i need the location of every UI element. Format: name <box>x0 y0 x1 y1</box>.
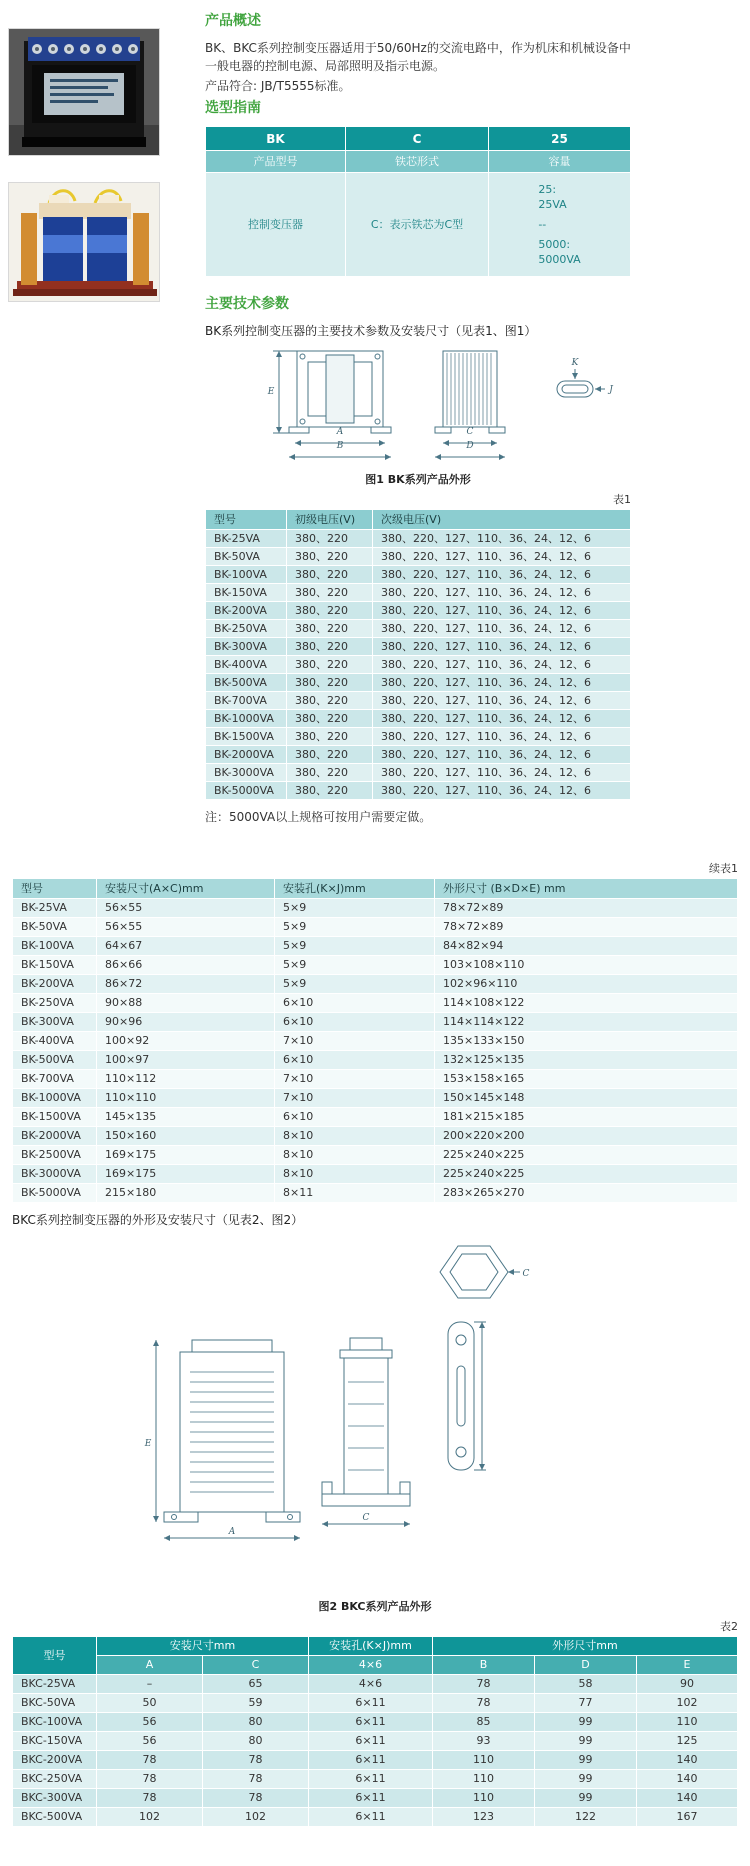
table-cell: 5×9 <box>275 975 435 994</box>
table-row <box>206 530 631 548</box>
mounting-bracket-drawing <box>448 1322 486 1470</box>
table-cell: BK-500VA <box>206 674 287 692</box>
table-cell: BKC-150VA <box>13 1732 97 1751</box>
table-cell: 90×96 <box>97 1013 275 1032</box>
table-cell: 84×82×94 <box>435 937 738 956</box>
table-cell: 102 <box>203 1808 309 1827</box>
table-cell: 169×175 <box>97 1165 275 1184</box>
table-cell: 380、220 <box>287 620 373 638</box>
table-row <box>206 584 631 602</box>
table-cell: 78 <box>203 1751 309 1770</box>
table-cell: 215×180 <box>97 1184 275 1203</box>
table-cell: 123 <box>433 1808 535 1827</box>
table-cell: BK-250VA <box>13 994 97 1013</box>
table-cell: 380、220、127、110、36、24、12、6 <box>373 674 631 692</box>
dim-label-c: C <box>466 427 474 437</box>
table-row <box>13 1165 738 1184</box>
table-cell: 140 <box>637 1789 738 1808</box>
table-cell: BK-50VA <box>13 918 97 937</box>
table-1-cont-label: 续表1 <box>709 862 738 875</box>
table-cell: 380、220 <box>287 566 373 584</box>
selection-value-capacity <box>489 173 631 277</box>
table-cell: 380、220、127、110、36、24、12、6 <box>373 620 631 638</box>
table-cell: 7×10 <box>275 1089 435 1108</box>
table-row <box>206 566 631 584</box>
table-cell: 100×92 <box>97 1032 275 1051</box>
table-header <box>13 1637 738 1675</box>
subcol-b: B <box>433 1656 535 1675</box>
selection-label-row <box>206 151 631 173</box>
dim-label-a: A <box>228 1527 236 1537</box>
table-cell: 102 <box>97 1808 203 1827</box>
table-row <box>206 620 631 638</box>
table-row <box>206 764 631 782</box>
bk-outline-drawing <box>205 345 631 467</box>
table-cell: 181×215×185 <box>435 1108 738 1127</box>
bkc-transformer-image <box>9 183 159 301</box>
figure-1 <box>205 345 631 487</box>
table-cell: 380、220 <box>287 602 373 620</box>
table-cell: 135×133×150 <box>435 1032 738 1051</box>
table-cell: 77 <box>535 1694 637 1713</box>
col-model: 型号 <box>13 879 97 899</box>
table-cell: BK-150VA <box>206 584 287 602</box>
overview-standard: 产品符合: JB/T5555标准。 <box>205 79 351 93</box>
table-cell: BKC-100VA <box>13 1713 97 1732</box>
table-cell: 58 <box>535 1675 637 1694</box>
table-cell: BKC-300VA <box>13 1789 97 1808</box>
table-cell: 59 <box>203 1694 309 1713</box>
bkc-outline-drawing <box>12 1234 738 1594</box>
table-cell: 110 <box>637 1713 738 1732</box>
table-cell: 6×10 <box>275 994 435 1013</box>
table-cell: 380、220、127、110、36、24、12、6 <box>373 764 631 782</box>
table-cell: BKC-250VA <box>13 1770 97 1789</box>
table-cell: 56×55 <box>97 918 275 937</box>
table-cell: BK-1500VA <box>206 728 287 746</box>
table-cell: 102×96×110 <box>435 975 738 994</box>
table-cell: 380、220 <box>287 674 373 692</box>
table-cell: 99 <box>535 1789 637 1808</box>
table-cell: BK-5000VA <box>206 782 287 800</box>
table-cell: BK-25VA <box>13 899 97 918</box>
subcol-e: E <box>637 1656 738 1675</box>
photo-bk-transformer <box>8 28 160 156</box>
product-photos <box>8 28 160 328</box>
table-row <box>206 692 631 710</box>
table-cell: BK-1000VA <box>13 1089 97 1108</box>
bk-transformer-image <box>9 29 159 155</box>
table-cell: 6×11 <box>309 1751 433 1770</box>
bk-dimensions-table <box>12 878 738 1203</box>
table-cell: BK-700VA <box>13 1070 97 1089</box>
table-cell: 78 <box>203 1770 309 1789</box>
table-cell: 380、220、127、110、36、24、12、6 <box>373 728 631 746</box>
table-cell: BK-400VA <box>206 656 287 674</box>
bk-params-table <box>205 509 631 800</box>
table-cell: 5×9 <box>275 937 435 956</box>
dim-label-j: J <box>609 385 613 395</box>
selection-table <box>205 126 631 277</box>
table-cell: 110 <box>433 1751 535 1770</box>
table-header <box>206 510 631 530</box>
table-cell: BKC-25VA <box>13 1675 97 1694</box>
table-cell: 78×72×89 <box>435 899 738 918</box>
table-cell: BK-5000VA <box>13 1184 97 1203</box>
table-row <box>206 746 631 764</box>
dim-label-a: A <box>336 427 344 437</box>
table-cell: 78 <box>433 1694 535 1713</box>
dim-label-c2: C <box>522 1269 530 1279</box>
table-row <box>13 1070 738 1089</box>
table-cell: – <box>97 1675 203 1694</box>
table-cell: BK-25VA <box>206 530 287 548</box>
table-row <box>13 1013 738 1032</box>
table-row <box>13 1127 738 1146</box>
table-row <box>13 937 738 956</box>
selection-label-core: 铁芯形式 <box>346 151 489 173</box>
table-cell: BK-250VA <box>206 620 287 638</box>
table-cell: 380、220 <box>287 548 373 566</box>
col-mount-size: 安装尺寸mm <box>97 1637 309 1656</box>
table-cell: BKC-200VA <box>13 1751 97 1770</box>
table-cell: BK-2500VA <box>13 1146 97 1165</box>
table-cell: 6×11 <box>309 1713 433 1732</box>
table-cell: BK-300VA <box>206 638 287 656</box>
table-cell: 6×10 <box>275 1108 435 1127</box>
table-cell: 56 <box>97 1732 203 1751</box>
table-cell: BK-100VA <box>206 566 287 584</box>
main-column <box>205 10 631 825</box>
table-cell: 86×66 <box>97 956 275 975</box>
table-cell: BK-300VA <box>13 1013 97 1032</box>
table-cell: 225×240×225 <box>435 1146 738 1165</box>
table-row <box>206 782 631 800</box>
dim-label-c: C <box>362 1513 370 1523</box>
table-cell: BK-100VA <box>13 937 97 956</box>
subcol-hole: 4×6 <box>309 1656 433 1675</box>
table-cell: 65 <box>203 1675 309 1694</box>
table-cell: BK-50VA <box>206 548 287 566</box>
bk-intro-text: BK系列控制变压器的主要技术参数及安装尺寸（见表1、图1） <box>205 324 537 338</box>
table-cell: BK-200VA <box>206 602 287 620</box>
table-cell: 56×55 <box>97 899 275 918</box>
table-cell: 102 <box>637 1694 738 1713</box>
table-row <box>13 1032 738 1051</box>
table-cell: 8×11 <box>275 1184 435 1203</box>
table-cell: 7×10 <box>275 1032 435 1051</box>
table-cell: 122 <box>535 1808 637 1827</box>
table-cell: BK-2000VA <box>206 746 287 764</box>
capacity-line: -- <box>538 217 547 231</box>
table-cell: 8×10 <box>275 1165 435 1184</box>
col-mount-size: 安装尺寸(A×C)mm <box>97 879 275 899</box>
table-cell: 5×9 <box>275 956 435 975</box>
table-cell: 6×11 <box>309 1808 433 1827</box>
table-cell: 380、220 <box>287 530 373 548</box>
table-cell: BK-700VA <box>206 692 287 710</box>
table-cell: 380、220 <box>287 764 373 782</box>
capacity-line: 5000VA <box>538 252 581 266</box>
table-cell: 99 <box>535 1770 637 1789</box>
table-cell: 380、220 <box>287 656 373 674</box>
table-cell: 380、220、127、110、36、24、12、6 <box>373 566 631 584</box>
table-cell: 78 <box>97 1789 203 1808</box>
table-row <box>206 602 631 620</box>
selection-code-c: C <box>346 127 489 151</box>
table-cell: 78 <box>203 1789 309 1808</box>
table-cell: 7×10 <box>275 1070 435 1089</box>
table-cell: 380、220 <box>287 584 373 602</box>
table-cell: 380、220、127、110、36、24、12、6 <box>373 692 631 710</box>
table-cell: BK-200VA <box>13 975 97 994</box>
table-cell: BK-500VA <box>13 1051 97 1070</box>
table-cell: 145×135 <box>97 1108 275 1127</box>
table-cell: 110×112 <box>97 1070 275 1089</box>
selection-code-25: 25 <box>489 127 631 151</box>
table-cell: 5×9 <box>275 918 435 937</box>
table-cell: 153×158×165 <box>435 1070 738 1089</box>
table-row <box>13 899 738 918</box>
col-primary-voltage: 初级电压(V) <box>287 510 373 530</box>
mounting-hole-detail <box>557 369 605 397</box>
table-row <box>13 975 738 994</box>
subcol-d: D <box>535 1656 637 1675</box>
table-cell: 380、220 <box>287 728 373 746</box>
top-view-drawing <box>440 1246 520 1298</box>
table-cell: 6×11 <box>309 1694 433 1713</box>
table-cell: BK-400VA <box>13 1032 97 1051</box>
table-row <box>13 956 738 975</box>
capacity-line: 25: <box>538 182 557 196</box>
table-cell: 132×125×135 <box>435 1051 738 1070</box>
table-cell: 90×88 <box>97 994 275 1013</box>
table-cell: 78×72×89 <box>435 918 738 937</box>
table-cell: 56 <box>97 1713 203 1732</box>
table-header <box>13 879 738 899</box>
col-mount-hole: 安装孔(K×J)mm <box>275 879 435 899</box>
table-cell: BK-3000VA <box>13 1165 97 1184</box>
table-cell: 380、220、127、110、36、24、12、6 <box>373 746 631 764</box>
table-cell: 103×108×110 <box>435 956 738 975</box>
table-cell: 380、220、127、110、36、24、12、6 <box>373 782 631 800</box>
selection-heading: 选型指南 <box>205 100 261 116</box>
side-view-drawing <box>322 1338 410 1524</box>
front-view-drawing <box>156 1340 300 1538</box>
dim-label-e: E <box>267 387 275 397</box>
photo-bkc-transformer <box>8 182 160 302</box>
capacity-line: 5000: <box>538 237 571 251</box>
table-cell: BKC-500VA <box>13 1808 97 1827</box>
figure-1-caption: 图1 BK系列产品外形 <box>365 473 471 486</box>
subcol-a: A <box>97 1656 203 1675</box>
table-1-label: 表1 <box>613 493 631 506</box>
dim-label-k: K <box>571 358 579 368</box>
table-row <box>13 1713 738 1732</box>
table-cell: 225×240×225 <box>435 1165 738 1184</box>
table-cell: 78 <box>97 1770 203 1789</box>
col-model: 型号 <box>13 1637 97 1675</box>
table-row <box>206 548 631 566</box>
table-cell: 169×175 <box>97 1146 275 1165</box>
capacity-lines <box>538 182 580 268</box>
col-secondary-voltage: 次级电压(V) <box>373 510 631 530</box>
front-view-drawing <box>273 351 391 457</box>
dim-label-b: B <box>336 441 344 451</box>
table-cell: 6×10 <box>275 1051 435 1070</box>
table-cell: 4×6 <box>309 1675 433 1694</box>
table-cell: 78 <box>97 1751 203 1770</box>
capacity-line: 25VA <box>538 197 567 211</box>
table-row <box>13 1675 738 1694</box>
table-cell: 5×9 <box>275 899 435 918</box>
table-cell: 110 <box>433 1770 535 1789</box>
table-cell: 78 <box>433 1675 535 1694</box>
table-row <box>13 1808 738 1827</box>
table-row <box>13 1751 738 1770</box>
table-cell: 6×10 <box>275 1013 435 1032</box>
table-row <box>13 1089 738 1108</box>
table-row <box>206 728 631 746</box>
dim-label-e: E <box>144 1439 152 1449</box>
selection-label-capacity: 容量 <box>489 151 631 173</box>
table-cell: 93 <box>433 1732 535 1751</box>
table-cell: 6×11 <box>309 1732 433 1751</box>
table-row <box>13 1184 738 1203</box>
selection-value-row <box>206 173 631 277</box>
table-cell: 99 <box>535 1751 637 1770</box>
table-cell: 100×97 <box>97 1051 275 1070</box>
table-cell: 114×114×122 <box>435 1013 738 1032</box>
table-cell: 380、220、127、110、36、24、12、6 <box>373 656 631 674</box>
tech-params-heading: 主要技术参数 <box>205 296 289 312</box>
bkc-dimensions-table <box>12 1636 738 1827</box>
table-cell: 380、220 <box>287 638 373 656</box>
table-cell: 200×220×200 <box>435 1127 738 1146</box>
table-row <box>13 1789 738 1808</box>
table-cell: BK-150VA <box>13 956 97 975</box>
table-cell: 380、220 <box>287 746 373 764</box>
overview-body: BK、BKC系列控制变压器适用于50/60Hz的交流电路中，作为机床和机械设备中一般电器的控制电源、局部照明及指示电源。 <box>205 41 631 73</box>
dim-label-d: D <box>466 441 474 451</box>
table-cell: 110×110 <box>97 1089 275 1108</box>
table-cell: 380、220、127、110、36、24、12、6 <box>373 602 631 620</box>
col-outline-size: 外形尺寸 (B×D×E) mm <box>435 879 738 899</box>
table-cell: BK-1500VA <box>13 1108 97 1127</box>
table-cell: 64×67 <box>97 937 275 956</box>
table-cell: 380、220 <box>287 782 373 800</box>
col-outline-size: 外形尺寸mm <box>433 1637 738 1656</box>
table-cell: 380、220 <box>287 710 373 728</box>
selection-value-model: 控制变压器 <box>206 173 346 277</box>
table-cell: 380、220、127、110、36、24、12、6 <box>373 638 631 656</box>
table-row <box>13 1732 738 1751</box>
table-row <box>206 674 631 692</box>
custom-order-note: 注：5000VA以上规格可按用户需要定做。 <box>205 810 432 824</box>
table-cell: 283×265×270 <box>435 1184 738 1203</box>
table-cell: 380、220、127、110、36、24、12、6 <box>373 530 631 548</box>
table-cell: BK-1000VA <box>206 710 287 728</box>
table-cell: 8×10 <box>275 1146 435 1165</box>
table-cell: BK-3000VA <box>206 764 287 782</box>
table-body <box>206 530 631 800</box>
table-cell: 50 <box>97 1694 203 1713</box>
col-mount-hole: 安装孔(K×J)mm <box>309 1637 433 1656</box>
selection-code-bk: BK <box>206 127 346 151</box>
figure-2 <box>12 1234 738 1614</box>
table-row <box>13 994 738 1013</box>
table-cell: 85 <box>433 1713 535 1732</box>
table-cell: 140 <box>637 1770 738 1789</box>
table-cell: 80 <box>203 1732 309 1751</box>
lower-section <box>12 860 738 1827</box>
table-cell: 380、220 <box>287 692 373 710</box>
table-row <box>206 710 631 728</box>
table-cell: BKC-50VA <box>13 1694 97 1713</box>
table-cell: BK-2000VA <box>13 1127 97 1146</box>
selection-header-row <box>206 127 631 151</box>
table-cell: 110 <box>433 1789 535 1808</box>
table-cell: 86×72 <box>97 975 275 994</box>
table-cell: 380、220、127、110、36、24、12、6 <box>373 584 631 602</box>
selection-value-core: C：表示铁芯为C型 <box>346 173 489 277</box>
table-cell: 80 <box>203 1713 309 1732</box>
table-row <box>13 1146 738 1165</box>
table-cell: 6×11 <box>309 1789 433 1808</box>
table-cell: 90 <box>637 1675 738 1694</box>
selection-label-model: 产品型号 <box>206 151 346 173</box>
figure-2-caption: 图2 BKC系列产品外形 <box>318 1600 432 1613</box>
table-row <box>206 656 631 674</box>
table-cell: 140 <box>637 1751 738 1770</box>
table-cell: 8×10 <box>275 1127 435 1146</box>
table-row <box>206 638 631 656</box>
table-cell: 150×160 <box>97 1127 275 1146</box>
table-cell: 99 <box>535 1713 637 1732</box>
bkc-intro-text: BKC系列控制变压器的外形及安装尺寸（见表2、图2） <box>12 1213 304 1227</box>
table-cell: 6×11 <box>309 1770 433 1789</box>
table-cell: 99 <box>535 1732 637 1751</box>
table-cell: 167 <box>637 1808 738 1827</box>
table-row <box>13 1770 738 1789</box>
overview-heading: 产品概述 <box>205 13 261 29</box>
table-row <box>13 1051 738 1070</box>
table-row <box>13 1108 738 1127</box>
table-2-label: 表2 <box>720 1620 738 1633</box>
table-cell: 380、220、127、110、36、24、12、6 <box>373 710 631 728</box>
table-row <box>13 918 738 937</box>
table-cell: 114×108×122 <box>435 994 738 1013</box>
table-cell: 150×145×148 <box>435 1089 738 1108</box>
table-body <box>13 1675 738 1827</box>
subcol-c: C <box>203 1656 309 1675</box>
table-cell: 380、220、127、110、36、24、12、6 <box>373 548 631 566</box>
table-row <box>13 1694 738 1713</box>
col-model: 型号 <box>206 510 287 530</box>
table-body <box>13 899 738 1203</box>
table-cell: 125 <box>637 1732 738 1751</box>
